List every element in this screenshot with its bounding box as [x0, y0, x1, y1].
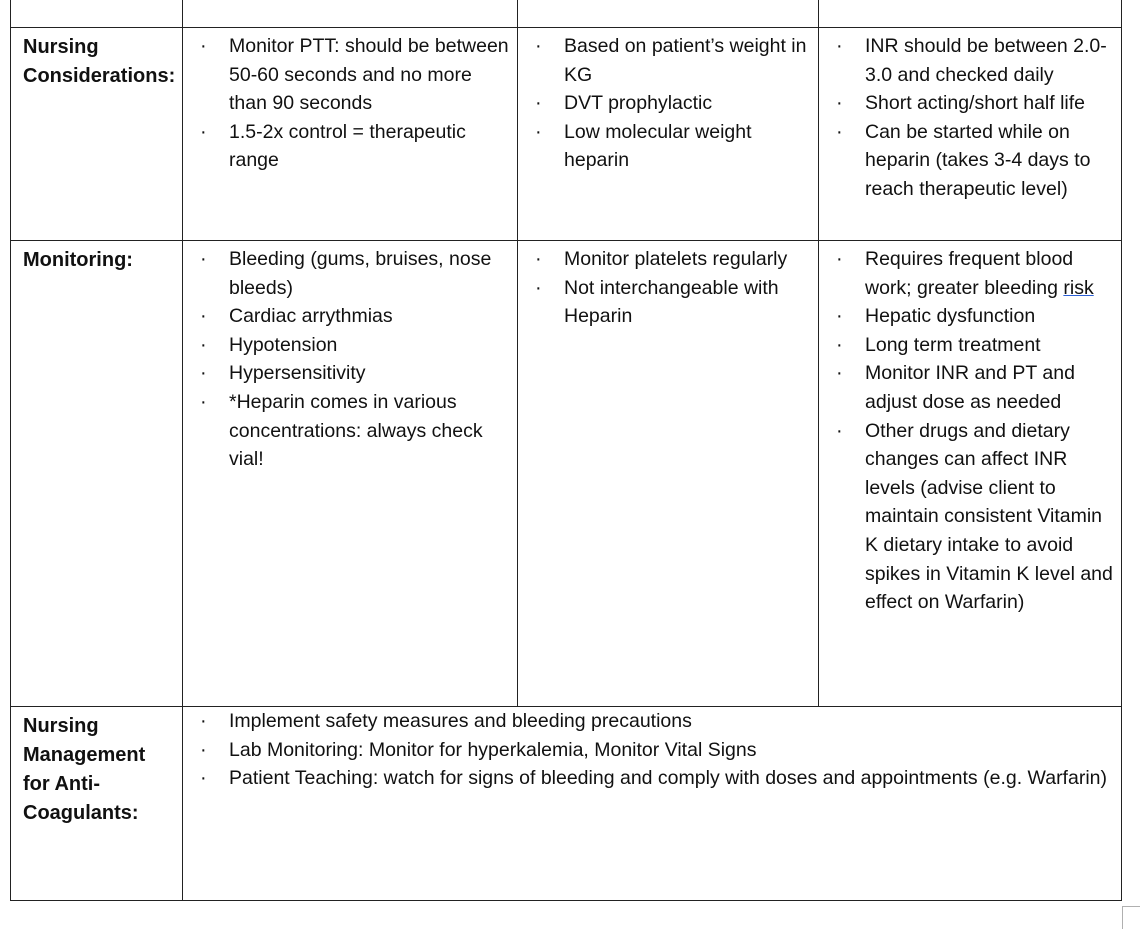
list-item: · 1.5-2x control = therapeutic range — [183, 118, 511, 175]
table-row — [11, 241, 1122, 707]
list-item: · Hepatic dysfunction — [819, 302, 1115, 331]
list-item: · Other drugs and dietary changes can affect INR levels (advise client to maintain consistent Vitamin K dietary intake to avoid spikes in Vitamin K level and effect on Warfarin) — [819, 417, 1115, 617]
table-cell — [518, 0, 819, 28]
bullet-list — [518, 28, 818, 175]
management-cell — [183, 707, 1122, 901]
table-cell — [183, 0, 518, 28]
warfarin-considerations-cell — [819, 28, 1122, 241]
heparin-monitoring-cell — [183, 241, 518, 707]
bullet-list — [183, 241, 517, 474]
row-label-text: Monitoring: — [23, 249, 133, 271]
list-item: · Long term treatment — [819, 331, 1115, 360]
list-item — [819, 245, 1115, 302]
row-label-nursing-considerations — [11, 28, 183, 241]
list-item: · Hypotension — [183, 331, 511, 360]
heparin-considerations-cell — [183, 28, 518, 241]
bullet-list — [819, 241, 1121, 302]
list-item: · Can be started while on heparin (takes 3-4 days to reach therapeutic level) — [819, 118, 1115, 204]
table-cell — [819, 0, 1122, 28]
list-item: · Hypersensitivity — [183, 359, 511, 388]
row-label-nursing-management — [11, 707, 183, 901]
lmwh-monitoring-cell — [518, 241, 819, 707]
list-item: · Short acting/short half life — [819, 89, 1115, 118]
list-item: · Not interchangeable with Heparin — [518, 274, 812, 331]
table-row — [11, 28, 1122, 241]
row-label-monitoring — [11, 241, 183, 707]
table-row — [11, 0, 1122, 28]
bullet-list — [819, 302, 1121, 617]
list-item: · DVT prophylactic — [518, 89, 812, 118]
bullet-list — [518, 241, 818, 331]
page-corner-mark — [1122, 906, 1140, 929]
table-cell — [11, 0, 183, 28]
list-item: · Lab Monitoring: Monitor for hyperkalemia, Monitor Vital Signs — [183, 736, 1115, 765]
bullet-list — [183, 28, 517, 175]
table-row — [11, 707, 1122, 901]
list-item: · Monitor INR and PT and adjust dose as needed — [819, 359, 1115, 416]
list-item: · *Heparin comes in various concentrations: always check vial! — [183, 388, 511, 474]
lmwh-considerations-cell — [518, 28, 819, 241]
list-item: · Low molecular weight heparin — [518, 118, 812, 175]
bullet-list — [819, 28, 1121, 204]
row-label-text: Nursing Considerations: — [23, 36, 176, 87]
list-item: · Monitor PTT: should be between 50-60 seconds and no more than 90 seconds — [183, 32, 511, 118]
spellcheck-underlined-word: risk — [1063, 276, 1094, 299]
row-label-text: Nursing Management for Anti-Coagulants: — [23, 715, 146, 824]
anticoagulant-table — [10, 0, 1122, 901]
bullet-list — [183, 707, 1121, 793]
warfarin-monitoring-cell — [819, 241, 1122, 707]
list-item: · INR should be between 2.0-3.0 and checked daily — [819, 32, 1115, 89]
list-item: · Bleeding (gums, bruises, nose bleeds) — [183, 245, 511, 302]
list-item: · Monitor platelets regularly — [518, 245, 812, 274]
list-item: · Implement safety measures and bleeding precautions — [183, 707, 1115, 736]
list-item: · Based on patient’s weight in KG — [518, 32, 812, 89]
list-item-text: Requires frequent blood work; greater bleeding — [865, 248, 1074, 299]
list-item: · Patient Teaching: watch for signs of bleeding and comply with doses and appointments (e.g. Warfarin) — [183, 764, 1115, 793]
list-item: · Cardiac arrythmias — [183, 302, 511, 331]
